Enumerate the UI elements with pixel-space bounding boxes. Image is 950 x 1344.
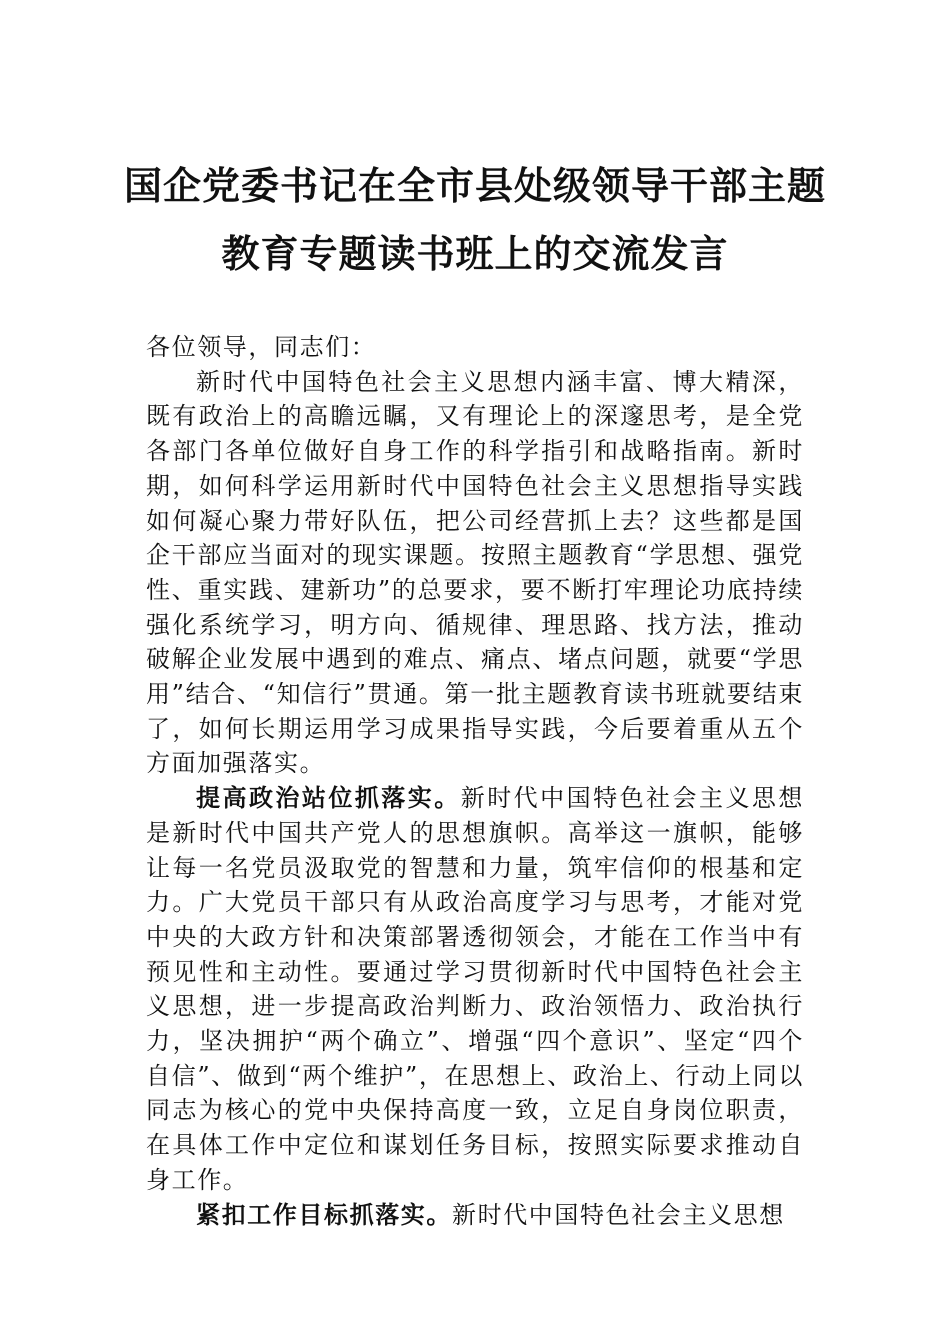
paragraph-work-goals	[146, 1198, 804, 1233]
paragraph-text: 新时代中国特色社会主义思想是新时代中国共产党人的思想旗帜。高举这一旗帜，能够让每一名党员汲取党的智慧和力量，筑牢信仰的根基和定力。广大党员干部只有从政治高度学习与思考，才能对党中央的大政方针和决策部署透彻领会，才能在工作当中有预见性和主动性。要通过学习贯彻新时代中国特色社会主义思想，进一步提高政治判断力、政治领悟力、政治执行力，坚决拥护“两个确立”、增强“四个意识”、坚定“四个自信”、做到“两个维护”，在思想上、政治上、行动上同以同志为核心的党中央保持高度一致，立足自身岗位职责，在具体工作中定位和谋划任务目标，按照实际要求推动自身工作。	[146, 784, 804, 1194]
document-title-line-1: 国企党委书记在全市县处级领导干部主题	[123, 163, 826, 208]
paragraph-political-stance	[146, 781, 804, 1197]
document-body	[146, 330, 804, 1232]
document-title-line-2: 教育专题读书班上的交流发言	[221, 231, 729, 276]
paragraph-text: 新时代中国特色社会主义思想内涵丰富、博大精深，既有政治上的高瞻远瞩，又有理论上的深邃思考，是全党各部门各单位做好自身工作的科学指引和战略指南。新时期，如何科学运用新时代中国特色社会主义思想指导实践如何凝心聚力带好队伍，把公司经营抓上去？这些都是国企干部应当面对的现实课题。按照主题教育“学思想、强党性、重实践、建新功”的总要求，要不断打牢理论功底持续强化系统学习，明方向、循规律、理思路、找方法，推动破解企业发展中遇到的难点、痛点、堵点问题，就要“学思用”结合、“知信行”贯通。第一批主题教育读书班就要结束了，如何长期运用学习成果指导实践，今后要着重从五个方面加强落实。	[146, 367, 804, 778]
paragraph-text: 新时代中国特色社会主义思想	[452, 1200, 785, 1229]
paragraph-lead: 紧扣工作目标抓落实。	[196, 1199, 452, 1229]
paragraph-intro	[146, 365, 804, 781]
paragraph-lead: 提高政治站位抓落实。	[196, 783, 461, 813]
salutation: 各位领导，同志们：	[146, 333, 377, 361]
